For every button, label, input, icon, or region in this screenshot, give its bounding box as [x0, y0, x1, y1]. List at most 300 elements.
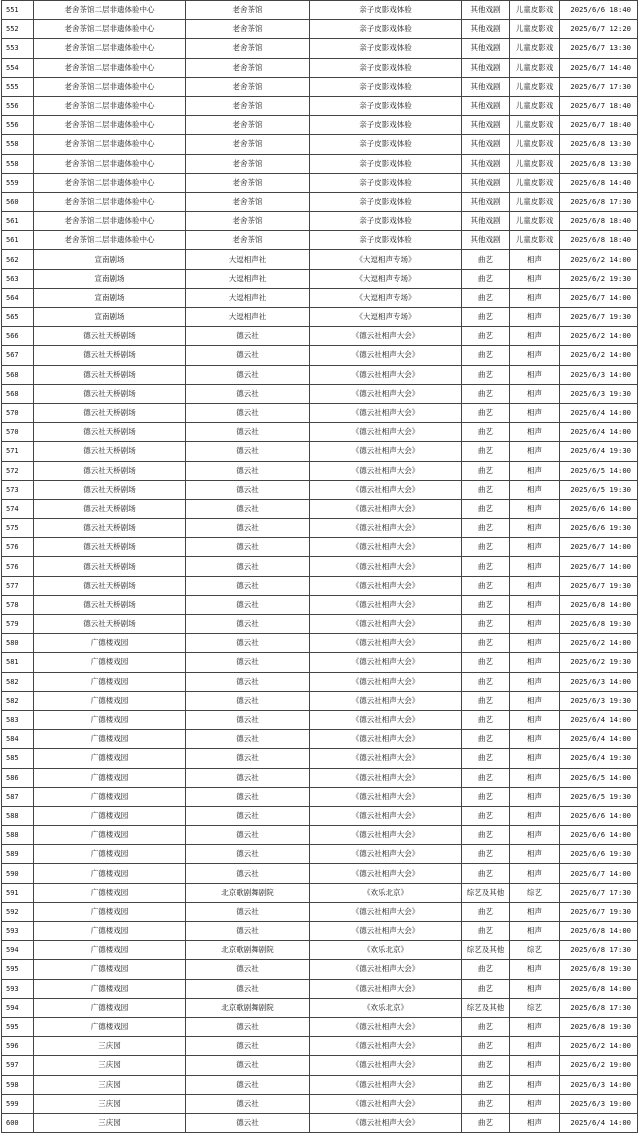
genre-cell: 儿童皮影戏	[510, 116, 560, 135]
showtime-cell: 2025/6/8 14:00	[560, 595, 638, 614]
troupe-cell: 老舍茶馆	[186, 96, 310, 115]
venue-cell: 老舍茶馆二层非遗体验中心	[34, 154, 186, 173]
category-cell: 其他戏剧	[462, 77, 510, 96]
program-cell: 《德云社相声大会》	[310, 1094, 462, 1113]
genre-cell: 相声	[510, 826, 560, 845]
venue-cell: 老舍茶馆二层非遗体验中心	[34, 96, 186, 115]
category-cell: 曲艺	[462, 557, 510, 576]
category-cell: 曲艺	[462, 480, 510, 499]
troupe-cell: 北京歌剧舞剧院	[186, 998, 310, 1017]
showtime-cell: 2025/6/4 14:00	[560, 423, 638, 442]
genre-cell: 儿童皮影戏	[510, 20, 560, 39]
schedule-table	[1, 0, 638, 1133]
table-row	[2, 998, 638, 1017]
table-row	[2, 615, 638, 634]
table-row	[2, 269, 638, 288]
showtime-cell: 2025/6/8 19:30	[560, 615, 638, 634]
genre-cell: 相声	[510, 979, 560, 998]
troupe-cell: 北京歌剧舞剧院	[186, 941, 310, 960]
troupe-cell: 德云社	[186, 538, 310, 557]
troupe-cell: 德云社	[186, 499, 310, 518]
showtime-cell: 2025/6/8 17:30	[560, 941, 638, 960]
program-cell: 《大逗相声专场》	[310, 269, 462, 288]
showtime-cell: 2025/6/7 17:30	[560, 883, 638, 902]
category-cell: 曲艺	[462, 327, 510, 346]
troupe-cell: 德云社	[186, 327, 310, 346]
row-number-cell: 568	[2, 384, 34, 403]
table-row	[2, 653, 638, 672]
category-cell: 曲艺	[462, 538, 510, 557]
showtime-cell: 2025/6/5 14:00	[560, 768, 638, 787]
troupe-cell: 德云社	[186, 442, 310, 461]
showtime-cell: 2025/6/7 18:40	[560, 96, 638, 115]
table-row	[2, 768, 638, 787]
table-row	[2, 902, 638, 921]
troupe-cell: 德云社	[186, 826, 310, 845]
showtime-cell: 2025/6/7 18:40	[560, 116, 638, 135]
venue-cell: 老舍茶馆二层非遗体验中心	[34, 77, 186, 96]
showtime-cell: 2025/6/7 17:30	[560, 77, 638, 96]
troupe-cell: 德云社	[186, 922, 310, 941]
showtime-cell: 2025/6/3 19:30	[560, 691, 638, 710]
program-cell: 《欢乐北京》	[310, 883, 462, 902]
category-cell: 曲艺	[462, 269, 510, 288]
showtime-cell: 2025/6/7 19:30	[560, 576, 638, 595]
row-number-cell: 553	[2, 39, 34, 58]
table-row	[2, 691, 638, 710]
program-cell: 亲子皮影戏体验	[310, 96, 462, 115]
program-cell: 亲子皮影戏体验	[310, 135, 462, 154]
row-number-cell: 556	[2, 116, 34, 135]
venue-cell: 德云社天桥剧场	[34, 403, 186, 422]
row-number-cell: 594	[2, 941, 34, 960]
showtime-cell: 2025/6/2 14:00	[560, 327, 638, 346]
troupe-cell: 德云社	[186, 461, 310, 480]
genre-cell: 儿童皮影戏	[510, 135, 560, 154]
row-number-cell: 555	[2, 77, 34, 96]
venue-cell: 广德楼戏园	[34, 922, 186, 941]
genre-cell: 相声	[510, 538, 560, 557]
genre-cell: 相声	[510, 576, 560, 595]
table-row	[2, 845, 638, 864]
troupe-cell: 德云社	[186, 423, 310, 442]
row-number-cell: 589	[2, 845, 34, 864]
program-cell: 《德云社相声大会》	[310, 672, 462, 691]
row-number-cell: 558	[2, 135, 34, 154]
table-row	[2, 922, 638, 941]
table-row	[2, 634, 638, 653]
program-cell: 《德云社相声大会》	[310, 538, 462, 557]
table-row	[2, 1056, 638, 1075]
genre-cell: 综艺	[510, 941, 560, 960]
category-cell: 其他戏剧	[462, 116, 510, 135]
table-row	[2, 346, 638, 365]
venue-cell: 德云社天桥剧场	[34, 595, 186, 614]
row-number-cell: 573	[2, 480, 34, 499]
genre-cell: 儿童皮影戏	[510, 154, 560, 173]
table-row	[2, 480, 638, 499]
program-cell: 《德云社相声大会》	[310, 979, 462, 998]
venue-cell: 广德楼戏园	[34, 691, 186, 710]
genre-cell: 儿童皮影戏	[510, 1, 560, 20]
category-cell: 曲艺	[462, 1037, 510, 1056]
venue-cell: 德云社天桥剧场	[34, 346, 186, 365]
venue-cell: 老舍茶馆二层非遗体验中心	[34, 192, 186, 211]
row-number-cell: 580	[2, 634, 34, 653]
row-number-cell: 591	[2, 883, 34, 902]
showtime-cell: 2025/6/7 14:40	[560, 58, 638, 77]
category-cell: 曲艺	[462, 672, 510, 691]
category-cell: 曲艺	[462, 442, 510, 461]
venue-cell: 广德楼戏园	[34, 768, 186, 787]
category-cell: 其他戏剧	[462, 135, 510, 154]
genre-cell: 相声	[510, 787, 560, 806]
troupe-cell: 北京歌剧舞剧院	[186, 883, 310, 902]
troupe-cell: 老舍茶馆	[186, 231, 310, 250]
venue-cell: 宣南剧场	[34, 250, 186, 269]
venue-cell: 德云社天桥剧场	[34, 327, 186, 346]
program-cell: 《德云社相声大会》	[310, 461, 462, 480]
row-number-cell: 566	[2, 327, 34, 346]
program-cell: 亲子皮影戏体验	[310, 154, 462, 173]
genre-cell: 相声	[510, 615, 560, 634]
program-cell: 《德云社相声大会》	[310, 557, 462, 576]
showtime-cell: 2025/6/4 19:30	[560, 442, 638, 461]
row-number-cell: 597	[2, 1056, 34, 1075]
troupe-cell: 老舍茶馆	[186, 20, 310, 39]
genre-cell: 相声	[510, 499, 560, 518]
showtime-cell: 2025/6/2 19:30	[560, 269, 638, 288]
venue-cell: 德云社天桥剧场	[34, 442, 186, 461]
category-cell: 曲艺	[462, 365, 510, 384]
genre-cell: 相声	[510, 442, 560, 461]
table-body	[2, 1, 638, 1133]
category-cell: 曲艺	[462, 806, 510, 825]
program-cell: 亲子皮影戏体验	[310, 77, 462, 96]
venue-cell: 广德楼戏园	[34, 826, 186, 845]
row-number-cell: 581	[2, 653, 34, 672]
category-cell: 曲艺	[462, 384, 510, 403]
table-row	[2, 39, 638, 58]
showtime-cell: 2025/6/8 13:30	[560, 154, 638, 173]
category-cell: 曲艺	[462, 730, 510, 749]
genre-cell: 相声	[510, 461, 560, 480]
table-row	[2, 806, 638, 825]
row-number-cell: 558	[2, 154, 34, 173]
category-cell: 综艺及其他	[462, 941, 510, 960]
program-cell: 亲子皮影戏体验	[310, 212, 462, 231]
genre-cell: 相声	[510, 1017, 560, 1036]
table-row	[2, 1075, 638, 1094]
showtime-cell: 2025/6/8 19:30	[560, 960, 638, 979]
row-number-cell: 559	[2, 173, 34, 192]
table-row	[2, 595, 638, 614]
venue-cell: 广德楼戏园	[34, 730, 186, 749]
program-cell: 《德云社相声大会》	[310, 806, 462, 825]
category-cell: 其他戏剧	[462, 39, 510, 58]
showtime-cell: 2025/6/3 14:00	[560, 1075, 638, 1094]
table-row	[2, 941, 638, 960]
venue-cell: 广德楼戏园	[34, 634, 186, 653]
venue-cell: 宣南剧场	[34, 288, 186, 307]
venue-cell: 德云社天桥剧场	[34, 557, 186, 576]
genre-cell: 相声	[510, 864, 560, 883]
row-number-cell: 583	[2, 710, 34, 729]
troupe-cell: 德云社	[186, 787, 310, 806]
category-cell: 综艺及其他	[462, 883, 510, 902]
showtime-cell: 2025/6/3 19:00	[560, 1094, 638, 1113]
genre-cell: 相声	[510, 1037, 560, 1056]
row-number-cell: 576	[2, 557, 34, 576]
category-cell: 其他戏剧	[462, 212, 510, 231]
row-number-cell: 562	[2, 250, 34, 269]
category-cell: 其他戏剧	[462, 20, 510, 39]
venue-cell: 广德楼戏园	[34, 749, 186, 768]
category-cell: 曲艺	[462, 1056, 510, 1075]
program-cell: 《德云社相声大会》	[310, 634, 462, 653]
row-number-cell: 570	[2, 403, 34, 422]
genre-cell: 儿童皮影戏	[510, 77, 560, 96]
venue-cell: 广德楼戏园	[34, 998, 186, 1017]
troupe-cell: 德云社	[186, 557, 310, 576]
category-cell: 曲艺	[462, 499, 510, 518]
table-row	[2, 499, 638, 518]
venue-cell: 德云社天桥剧场	[34, 461, 186, 480]
category-cell: 曲艺	[462, 922, 510, 941]
category-cell: 曲艺	[462, 595, 510, 614]
troupe-cell: 德云社	[186, 960, 310, 979]
venue-cell: 老舍茶馆二层非遗体验中心	[34, 116, 186, 135]
troupe-cell: 德云社	[186, 710, 310, 729]
table-row	[2, 116, 638, 135]
category-cell: 曲艺	[462, 1075, 510, 1094]
program-cell: 《德云社相声大会》	[310, 346, 462, 365]
program-cell: 《德云社相声大会》	[310, 960, 462, 979]
troupe-cell: 德云社	[186, 845, 310, 864]
genre-cell: 相声	[510, 365, 560, 384]
category-cell: 其他戏剧	[462, 154, 510, 173]
showtime-cell: 2025/6/2 14:00	[560, 634, 638, 653]
table-row	[2, 749, 638, 768]
troupe-cell: 德云社	[186, 902, 310, 921]
troupe-cell: 德云社	[186, 979, 310, 998]
showtime-cell: 2025/6/7 19:30	[560, 308, 638, 327]
genre-cell: 相声	[510, 672, 560, 691]
program-cell: 《德云社相声大会》	[310, 442, 462, 461]
genre-cell: 相声	[510, 557, 560, 576]
category-cell: 曲艺	[462, 346, 510, 365]
genre-cell: 相声	[510, 730, 560, 749]
venue-cell: 德云社天桥剧场	[34, 576, 186, 595]
table-row	[2, 20, 638, 39]
showtime-cell: 2025/6/7 14:00	[560, 864, 638, 883]
table-row	[2, 1113, 638, 1132]
program-cell: 《德云社相声大会》	[310, 787, 462, 806]
showtime-cell: 2025/6/7 19:30	[560, 902, 638, 921]
category-cell: 综艺及其他	[462, 998, 510, 1017]
venue-cell: 三庆园	[34, 1113, 186, 1132]
genre-cell: 相声	[510, 768, 560, 787]
row-number-cell: 556	[2, 96, 34, 115]
table-row	[2, 519, 638, 538]
troupe-cell: 老舍茶馆	[186, 39, 310, 58]
program-cell: 《德云社相声大会》	[310, 384, 462, 403]
category-cell: 其他戏剧	[462, 192, 510, 211]
row-number-cell: 552	[2, 20, 34, 39]
troupe-cell: 德云社	[186, 1094, 310, 1113]
program-cell: 《德云社相声大会》	[310, 327, 462, 346]
troupe-cell: 德云社	[186, 384, 310, 403]
genre-cell: 综艺	[510, 998, 560, 1017]
venue-cell: 老舍茶馆二层非遗体验中心	[34, 135, 186, 154]
troupe-cell: 老舍茶馆	[186, 116, 310, 135]
program-cell: 《德云社相声大会》	[310, 845, 462, 864]
genre-cell: 相声	[510, 634, 560, 653]
genre-cell: 相声	[510, 595, 560, 614]
troupe-cell: 德云社	[186, 346, 310, 365]
program-cell: 《德云社相声大会》	[310, 519, 462, 538]
row-number-cell: 588	[2, 806, 34, 825]
category-cell: 曲艺	[462, 288, 510, 307]
venue-cell: 宣南剧场	[34, 308, 186, 327]
troupe-cell: 老舍茶馆	[186, 154, 310, 173]
category-cell: 曲艺	[462, 902, 510, 921]
program-cell: 亲子皮影戏体验	[310, 1, 462, 20]
table-row	[2, 327, 638, 346]
genre-cell: 儿童皮影戏	[510, 173, 560, 192]
venue-cell: 德云社天桥剧场	[34, 519, 186, 538]
program-cell: 亲子皮影戏体验	[310, 231, 462, 250]
category-cell: 曲艺	[462, 864, 510, 883]
category-cell: 曲艺	[462, 461, 510, 480]
category-cell: 曲艺	[462, 1113, 510, 1132]
row-number-cell: 564	[2, 288, 34, 307]
genre-cell: 儿童皮影戏	[510, 231, 560, 250]
category-cell: 其他戏剧	[462, 1, 510, 20]
venue-cell: 广德楼戏园	[34, 864, 186, 883]
showtime-cell: 2025/6/8 14:00	[560, 922, 638, 941]
troupe-cell: 德云社	[186, 480, 310, 499]
showtime-cell: 2025/6/2 14:00	[560, 250, 638, 269]
showtime-cell: 2025/6/2 14:00	[560, 346, 638, 365]
program-cell: 《德云社相声大会》	[310, 710, 462, 729]
troupe-cell: 德云社	[186, 1075, 310, 1094]
showtime-cell: 2025/6/6 19:30	[560, 845, 638, 864]
showtime-cell: 2025/6/8 14:40	[560, 173, 638, 192]
showtime-cell: 2025/6/4 14:00	[560, 730, 638, 749]
showtime-cell: 2025/6/5 19:30	[560, 787, 638, 806]
showtime-cell: 2025/6/8 18:40	[560, 212, 638, 231]
program-cell: 《欢乐北京》	[310, 941, 462, 960]
showtime-cell: 2025/6/8 17:30	[560, 998, 638, 1017]
category-cell: 曲艺	[462, 576, 510, 595]
row-number-cell: 551	[2, 1, 34, 20]
category-cell: 曲艺	[462, 749, 510, 768]
program-cell: 《德云社相声大会》	[310, 1037, 462, 1056]
table-row	[2, 1037, 638, 1056]
table-row	[2, 576, 638, 595]
row-number-cell: 577	[2, 576, 34, 595]
genre-cell: 相声	[510, 710, 560, 729]
venue-cell: 广德楼戏园	[34, 787, 186, 806]
category-cell: 其他戏剧	[462, 58, 510, 77]
row-number-cell: 595	[2, 1017, 34, 1036]
category-cell: 曲艺	[462, 1017, 510, 1036]
program-cell: 《德云社相声大会》	[310, 365, 462, 384]
program-cell: 《德云社相声大会》	[310, 922, 462, 941]
table-row	[2, 58, 638, 77]
category-cell: 曲艺	[462, 519, 510, 538]
table-row	[2, 288, 638, 307]
venue-cell: 广德楼戏园	[34, 1017, 186, 1036]
row-number-cell: 578	[2, 595, 34, 614]
showtime-cell: 2025/6/7 14:00	[560, 288, 638, 307]
row-number-cell: 590	[2, 864, 34, 883]
showtime-cell: 2025/6/7 14:00	[560, 557, 638, 576]
table-row	[2, 979, 638, 998]
genre-cell: 相声	[510, 749, 560, 768]
showtime-cell: 2025/6/2 19:00	[560, 1056, 638, 1075]
genre-cell: 相声	[510, 308, 560, 327]
category-cell: 其他戏剧	[462, 231, 510, 250]
venue-cell: 宣南剧场	[34, 269, 186, 288]
table-row	[2, 787, 638, 806]
program-cell: 《德云社相声大会》	[310, 615, 462, 634]
row-number-cell: 574	[2, 499, 34, 518]
program-cell: 《德云社相声大会》	[310, 499, 462, 518]
showtime-cell: 2025/6/7 14:00	[560, 538, 638, 557]
category-cell: 曲艺	[462, 710, 510, 729]
genre-cell: 儿童皮影戏	[510, 58, 560, 77]
venue-cell: 三庆园	[34, 1056, 186, 1075]
showtime-cell: 2025/6/5 14:00	[560, 461, 638, 480]
program-cell: 《德云社相声大会》	[310, 1017, 462, 1036]
row-number-cell: 579	[2, 615, 34, 634]
row-number-cell: 593	[2, 922, 34, 941]
table-row	[2, 308, 638, 327]
row-number-cell: 598	[2, 1075, 34, 1094]
table-row	[2, 1017, 638, 1036]
program-cell: 《德云社相声大会》	[310, 902, 462, 921]
table-row	[2, 135, 638, 154]
venue-cell: 老舍茶馆二层非遗体验中心	[34, 1, 186, 20]
row-number-cell: 594	[2, 998, 34, 1017]
showtime-cell: 2025/6/8 17:30	[560, 192, 638, 211]
program-cell: 亲子皮影戏体验	[310, 20, 462, 39]
genre-cell: 儿童皮影戏	[510, 39, 560, 58]
program-cell: 《欢乐北京》	[310, 998, 462, 1017]
troupe-cell: 德云社	[186, 1056, 310, 1075]
genre-cell: 相声	[510, 1113, 560, 1132]
troupe-cell: 德云社	[186, 730, 310, 749]
troupe-cell: 德云社	[186, 595, 310, 614]
category-cell: 曲艺	[462, 826, 510, 845]
genre-cell: 相声	[510, 960, 560, 979]
troupe-cell: 老舍茶馆	[186, 212, 310, 231]
venue-cell: 三庆园	[34, 1037, 186, 1056]
category-cell: 曲艺	[462, 979, 510, 998]
showtime-cell: 2025/6/8 19:30	[560, 1017, 638, 1036]
venue-cell: 德云社天桥剧场	[34, 499, 186, 518]
troupe-cell: 老舍茶馆	[186, 135, 310, 154]
category-cell: 其他戏剧	[462, 173, 510, 192]
troupe-cell: 德云社	[186, 691, 310, 710]
venue-cell: 德云社天桥剧场	[34, 384, 186, 403]
program-cell: 《德云社相声大会》	[310, 826, 462, 845]
program-cell: 亲子皮影戏体验	[310, 192, 462, 211]
troupe-cell: 德云社	[186, 634, 310, 653]
showtime-cell: 2025/6/6 14:00	[560, 499, 638, 518]
